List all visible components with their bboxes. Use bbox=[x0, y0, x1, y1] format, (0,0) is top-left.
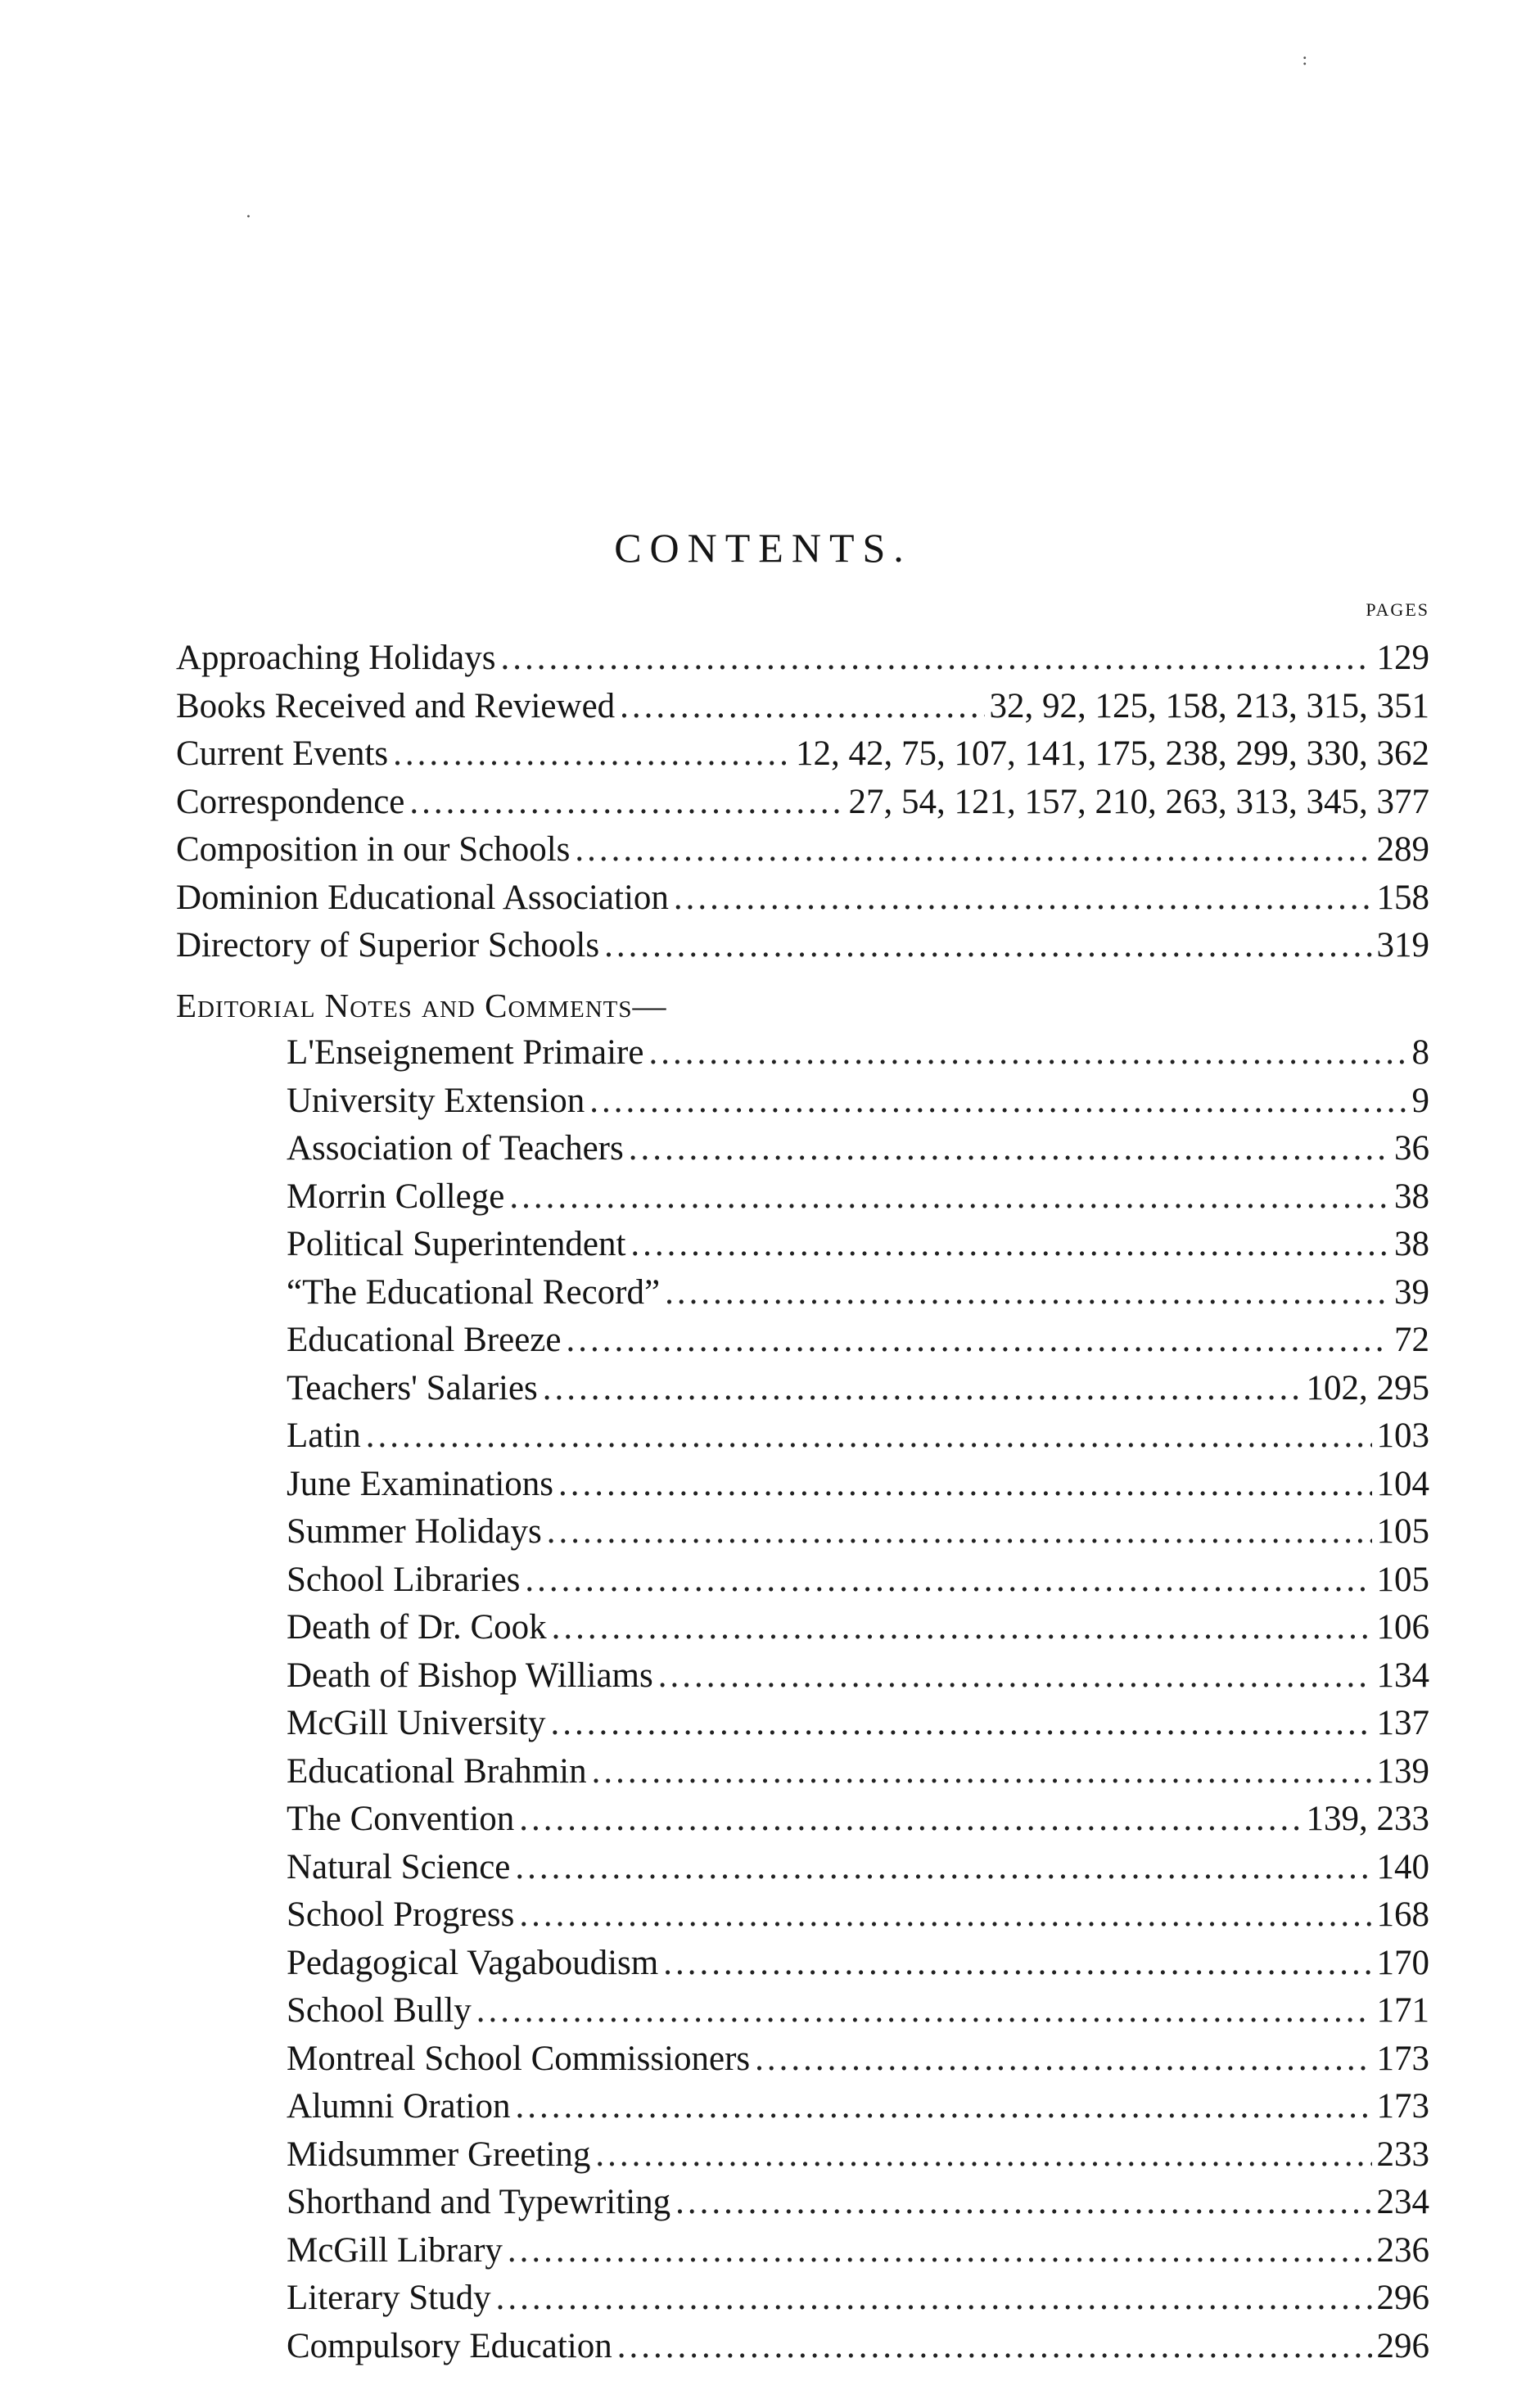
toc-entry-label: School Bully bbox=[287, 1991, 472, 2030]
toc-entry-pages: 72 bbox=[1394, 1321, 1429, 1359]
toc-entry bbox=[176, 2083, 1429, 2131]
toc-entry-label: University Extension bbox=[287, 1081, 585, 1120]
scan-speck: · bbox=[246, 207, 251, 228]
dot-leader bbox=[575, 826, 1371, 874]
toc-entry-pages: 137 bbox=[1376, 1704, 1429, 1742]
toc-entry-label: Directory of Superior Schools bbox=[176, 926, 600, 965]
dot-leader bbox=[509, 1173, 1389, 1222]
toc-entry-label: Composition in our Schools bbox=[176, 830, 571, 869]
toc-entry-label: Compulsory Education bbox=[287, 2326, 612, 2365]
dot-leader bbox=[592, 1748, 1372, 1796]
toc-entry-label: Current Events bbox=[176, 734, 389, 773]
toc-entry bbox=[176, 1269, 1429, 1317]
toc-entry-label: Political Superintendent bbox=[287, 1225, 626, 1263]
toc-entry-label: School Libraries bbox=[287, 1560, 521, 1599]
toc-entry bbox=[176, 1461, 1429, 1509]
toc-entry bbox=[176, 1652, 1429, 1701]
toc-entry-pages: 319 bbox=[1376, 926, 1429, 965]
toc-entry-pages: 103 bbox=[1376, 1416, 1429, 1455]
dot-leader bbox=[366, 1412, 1372, 1461]
toc-entry-pages: 9 bbox=[1411, 1081, 1429, 1120]
toc-entry-label: Teachers' Salaries bbox=[287, 1368, 538, 1407]
toc-entry bbox=[176, 1891, 1429, 1940]
toc-entry-pages: 158 bbox=[1376, 878, 1429, 917]
toc-entry bbox=[176, 1078, 1429, 1126]
dot-leader bbox=[630, 1221, 1389, 1269]
toc-entry-label: Midsummer Greeting bbox=[287, 2135, 591, 2174]
dot-leader bbox=[665, 1269, 1389, 1317]
pages-column-heading: PAGES bbox=[1366, 599, 1429, 620]
toc-entry-label: Natural Science bbox=[287, 1847, 511, 1886]
dot-leader bbox=[755, 2035, 1371, 2084]
toc-entry-pages: 27, 54, 121, 157, 210, 263, 313, 345, 377 bbox=[848, 782, 1429, 821]
toc-entry-pages: 296 bbox=[1376, 2326, 1429, 2365]
toc-entry-label: The Convention bbox=[287, 1800, 515, 1838]
toc-entry bbox=[176, 826, 1429, 874]
toc-entry bbox=[176, 1748, 1429, 1796]
toc-entry bbox=[176, 2275, 1429, 2323]
toc-entry-label: Books Received and Reviewed bbox=[176, 686, 616, 725]
toc-entry-label: Latin bbox=[287, 1416, 361, 1455]
toc-entry-label: Literary Study bbox=[287, 2279, 491, 2317]
dot-leader bbox=[604, 922, 1371, 970]
main-entries bbox=[176, 635, 1429, 970]
toc-entry bbox=[176, 1365, 1429, 1413]
dot-leader bbox=[595, 2131, 1371, 2180]
toc-entry bbox=[176, 922, 1429, 970]
toc-entry-label: Death of Bishop Williams bbox=[287, 1656, 653, 1695]
toc-entry-label: Alumni Oration bbox=[287, 2087, 511, 2126]
toc-entry bbox=[176, 2035, 1429, 2084]
toc-entry-pages: 173 bbox=[1376, 2039, 1429, 2078]
toc-entry-pages: 168 bbox=[1376, 1895, 1429, 1934]
toc-entry bbox=[176, 1508, 1429, 1556]
toc-entry-pages: 129 bbox=[1376, 639, 1429, 677]
page-title: CONTENTS. bbox=[614, 525, 912, 571]
dot-leader bbox=[476, 1987, 1372, 2035]
toc-entry-pages: 36 bbox=[1394, 1129, 1429, 1168]
toc-entry-label: Correspondence bbox=[176, 782, 405, 821]
toc-entry-pages: 38 bbox=[1394, 1177, 1429, 1216]
table-of-contents bbox=[176, 635, 1429, 2370]
toc-entry-pages: 289 bbox=[1376, 830, 1429, 869]
dot-leader bbox=[516, 2083, 1372, 2131]
toc-entry bbox=[176, 683, 1429, 731]
toc-entry bbox=[176, 1029, 1429, 1078]
dot-leader bbox=[551, 1700, 1372, 1748]
dot-leader bbox=[501, 635, 1372, 683]
toc-entry-pages: 8 bbox=[1411, 1033, 1429, 1072]
toc-entry bbox=[176, 874, 1429, 923]
toc-entry bbox=[176, 779, 1429, 827]
toc-entry-label: Educational Brahmin bbox=[287, 1751, 587, 1791]
toc-entry bbox=[176, 2131, 1429, 2180]
toc-entry-label: Dominion Educational Association bbox=[176, 878, 669, 917]
dot-leader bbox=[629, 1125, 1389, 1173]
dot-leader bbox=[674, 874, 1372, 923]
toc-entry-pages: 105 bbox=[1376, 1560, 1429, 1599]
section-heading: Editorial Notes and Comments— bbox=[176, 986, 667, 1024]
dot-leader bbox=[658, 1652, 1372, 1701]
toc-entry-label: Approaching Holidays bbox=[176, 639, 496, 677]
dot-leader bbox=[519, 1796, 1301, 1844]
toc-entry bbox=[176, 730, 1429, 779]
toc-entry-pages: 170 bbox=[1376, 1943, 1429, 1982]
toc-entry-pages: 39 bbox=[1394, 1272, 1429, 1312]
dot-leader bbox=[566, 1317, 1389, 1365]
toc-entry-label: Pedagogical Vagaboudism bbox=[287, 1943, 659, 1982]
toc-entry-pages: 236 bbox=[1376, 2230, 1429, 2270]
dot-leader bbox=[648, 1029, 1406, 1078]
toc-entry-pages: 140 bbox=[1376, 1847, 1429, 1886]
dot-leader bbox=[519, 1891, 1371, 1940]
dot-leader bbox=[547, 1508, 1372, 1556]
dot-leader bbox=[508, 2227, 1372, 2275]
toc-entry-label: L'Enseignement Primaire bbox=[287, 1033, 644, 1072]
toc-entry-pages: 296 bbox=[1376, 2279, 1429, 2317]
toc-entry-pages: 139, 233 bbox=[1306, 1800, 1429, 1838]
toc-entry bbox=[176, 1844, 1429, 1892]
toc-entry bbox=[176, 1940, 1429, 1988]
dot-leader bbox=[617, 2323, 1372, 2371]
scan-speck: : bbox=[1302, 49, 1308, 70]
dot-leader bbox=[525, 1556, 1371, 1605]
toc-entry bbox=[176, 1221, 1429, 1269]
toc-entry-label: Educational Breeze bbox=[287, 1321, 562, 1359]
toc-entry bbox=[176, 1700, 1429, 1748]
toc-entry-pages: 234 bbox=[1376, 2183, 1429, 2221]
dot-leader bbox=[543, 1365, 1302, 1413]
toc-entry bbox=[176, 2227, 1429, 2275]
dot-leader bbox=[409, 779, 843, 827]
toc-entry-pages: 105 bbox=[1376, 1512, 1429, 1551]
toc-entry bbox=[176, 1317, 1429, 1365]
toc-entry-label: June Examinations bbox=[287, 1464, 554, 1503]
toc-entry bbox=[176, 1173, 1429, 1222]
toc-entry-pages: 38 bbox=[1394, 1225, 1429, 1263]
toc-entry-pages: 12, 42, 75, 107, 141, 175, 238, 299, 330, 362 bbox=[796, 734, 1429, 773]
dot-leader bbox=[675, 2179, 1371, 2227]
sub-entries bbox=[176, 1029, 1429, 2370]
toc-entry bbox=[176, 1796, 1429, 1844]
dot-leader bbox=[496, 2275, 1372, 2323]
toc-entry-pages: 32, 92, 125, 158, 213, 315, 351 bbox=[989, 686, 1429, 725]
toc-entry-label: “The Educational Record” bbox=[287, 1272, 661, 1312]
dot-leader bbox=[552, 1604, 1372, 1652]
toc-entry bbox=[176, 1987, 1429, 2035]
toc-entry-pages: 104 bbox=[1376, 1464, 1429, 1503]
dot-leader bbox=[515, 1844, 1371, 1892]
toc-entry-pages: 139 bbox=[1376, 1751, 1429, 1791]
dot-leader bbox=[589, 1078, 1406, 1126]
toc-entry-label: Morrin College bbox=[287, 1177, 505, 1216]
toc-entry-pages: 171 bbox=[1376, 1991, 1429, 2030]
toc-entry-label: Summer Holidays bbox=[287, 1512, 542, 1551]
toc-entry-label: McGill University bbox=[287, 1704, 546, 1742]
toc-entry bbox=[176, 2323, 1429, 2371]
toc-entry bbox=[176, 1125, 1429, 1173]
toc-entry-pages: 134 bbox=[1376, 1656, 1429, 1695]
toc-entry-pages: 106 bbox=[1376, 1608, 1429, 1647]
toc-entry bbox=[176, 1412, 1429, 1461]
toc-entry bbox=[176, 1604, 1429, 1652]
dot-leader bbox=[663, 1940, 1371, 1988]
toc-entry-label: School Progress bbox=[287, 1895, 515, 1934]
toc-entry-pages: 233 bbox=[1376, 2135, 1429, 2174]
toc-entry-label: McGill Library bbox=[287, 2230, 503, 2270]
dot-leader bbox=[393, 730, 791, 779]
toc-entry bbox=[176, 635, 1429, 683]
toc-entry-pages: 102, 295 bbox=[1306, 1368, 1429, 1407]
toc-entry-label: Association of Teachers bbox=[287, 1129, 624, 1168]
toc-entry bbox=[176, 2179, 1429, 2227]
toc-entry-label: Montreal School Commissioners bbox=[287, 2039, 751, 2078]
dot-leader bbox=[558, 1461, 1371, 1509]
dot-leader bbox=[620, 683, 984, 731]
toc-entry-pages: 173 bbox=[1376, 2087, 1429, 2126]
toc-entry bbox=[176, 1556, 1429, 1605]
toc-entry-label: Shorthand and Typewriting bbox=[287, 2183, 671, 2221]
toc-entry-label: Death of Dr. Cook bbox=[287, 1608, 547, 1647]
